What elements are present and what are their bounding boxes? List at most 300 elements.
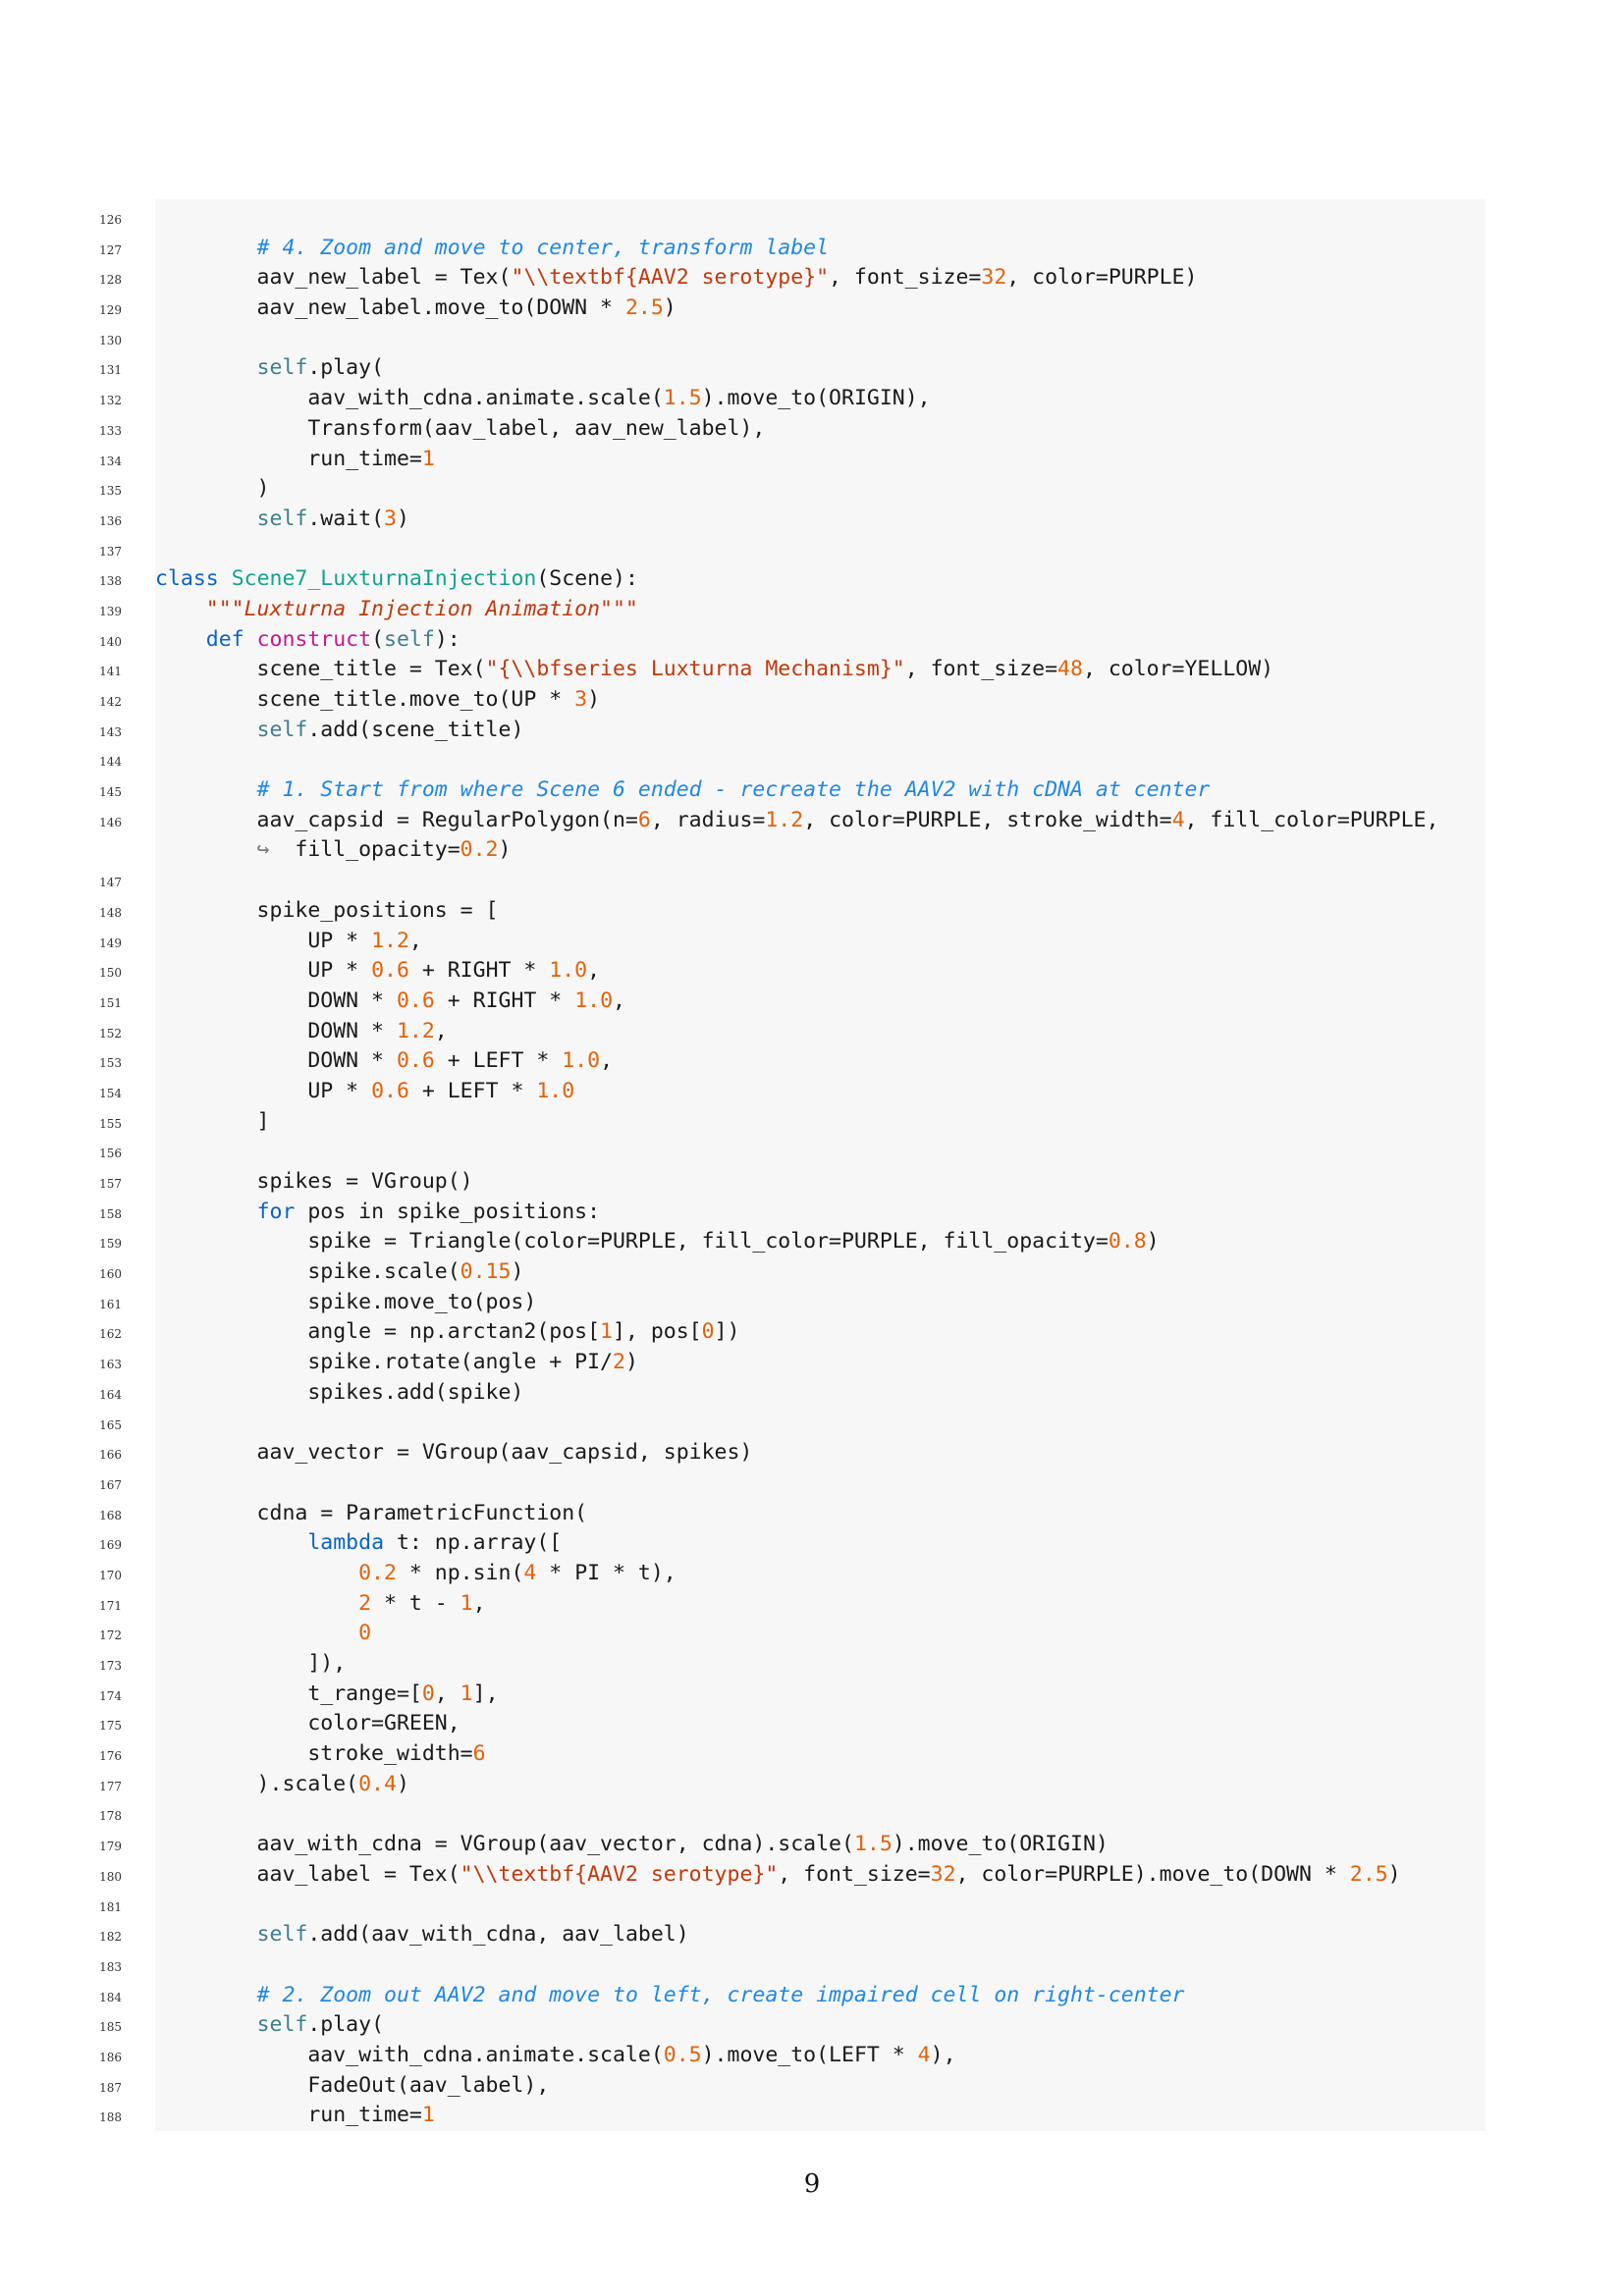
code-token: * PI * t), [536,1560,677,1585]
code-line [0,987,1624,1017]
code-token: , radius= [650,807,766,832]
code-token: spikes.add(spike) [155,1379,524,1405]
code-token: Scene7_LuxturnaInjection [231,566,537,592]
code-token: ) [155,476,270,502]
code-text [155,1317,739,1348]
code-line [0,384,1624,414]
code-text [155,445,435,475]
code-text [155,1378,523,1409]
code-line [0,1920,1624,1950]
line-number: 137 [99,544,122,559]
code-token: , [434,1018,448,1043]
code-line [0,1709,1624,1739]
code-token [155,1621,358,1645]
code-line [0,2071,1624,2102]
code-listing [0,203,1624,2131]
code-token [155,1983,257,2007]
code-line [0,745,1624,775]
line-number: 135 [99,484,122,499]
code-token: ) [663,295,677,321]
line-number: 145 [99,785,122,800]
line-number: 167 [99,1477,122,1492]
code-text [155,1830,1109,1860]
line-number: 158 [99,1206,122,1221]
code-text [155,1288,536,1318]
line-number: 177 [99,1779,122,1793]
code-text [155,1348,638,1378]
code-token: cdna = ParametricFunction( [155,1500,588,1525]
code-token [155,627,206,652]
line-number: 143 [99,724,122,739]
code-token: * t - [371,1590,460,1616]
line-number: 176 [99,1749,122,1764]
line-number: 172 [99,1629,122,1643]
line-number: 149 [99,935,122,950]
code-token: aav_with_cdna = VGroup(aav_vector, cdna).scale( [155,1832,854,1857]
code-line [0,927,1624,957]
code-text [155,234,829,264]
code-token: self [256,717,308,742]
code-text [155,1017,448,1047]
code-token: ) [511,1259,524,1285]
line-number: 163 [99,1358,122,1372]
code-text [155,1257,523,1288]
line-number: 136 [99,513,122,528]
line-number: 126 [99,213,122,227]
code-token: , color=PURPLE) [1006,265,1198,291]
code-line [0,1107,1624,1138]
code-text [155,1227,1160,1257]
code-token: 1.0 [549,958,588,984]
code-token: , [587,958,601,984]
line-number: 151 [99,995,122,1010]
code-line [0,1227,1624,1257]
code-token: + LEFT * [434,1048,563,1074]
code-token [155,777,257,802]
code-token: class [155,566,219,592]
code-text [155,1589,486,1620]
code-line [0,1468,1624,1499]
code-token: ], pos[ [613,1319,702,1345]
code-line [0,1348,1624,1378]
code-line [0,1891,1624,1921]
code-token: DOWN * [155,1048,397,1074]
code-token: aav_new_label = Tex( [155,265,512,291]
code-token: ) [587,687,601,712]
code-token: spike.rotate(angle + PI/ [155,1350,613,1375]
code-token: .add(scene_title) [307,717,524,742]
code-token: 0.2 [460,837,499,863]
line-number: 138 [99,574,122,589]
code-token: for [256,1199,296,1224]
code-token: 1 [421,2103,435,2128]
line-number: 142 [99,695,122,709]
code-text [155,625,460,656]
line-number: 173 [99,1659,122,1673]
code-token: 4 [917,2042,931,2067]
line-number: 146 [99,815,122,829]
code-token: 32 [930,1861,956,1887]
code-token: , font_size= [904,657,1058,682]
code-text [155,1680,499,1710]
code-text [155,1046,613,1077]
code-text [155,414,765,445]
code-token: aav_with_cdna.animate.scale( [155,2042,664,2067]
code-token: ) [498,837,512,863]
code-line [0,1257,1624,1288]
code-token: 4 [523,1560,537,1585]
code-token: self [384,626,435,652]
code-token [155,597,206,621]
code-line [0,535,1624,565]
code-line [0,1619,1624,1649]
code-text [155,474,270,505]
line-number: 152 [99,1026,122,1041]
code-text [155,685,600,716]
code-text [155,1920,689,1950]
code-line [0,2101,1624,2131]
code-token: lambda [307,1530,385,1556]
code-token [155,236,257,260]
code-token: 3 [574,687,588,712]
code-text [155,1499,587,1529]
code-line [0,1559,1624,1589]
code-line [0,263,1624,294]
code-text [155,1107,270,1138]
code-token: self [256,1922,308,1948]
line-number: 184 [99,1990,122,2004]
code-token: ( [371,626,385,652]
code-token: (Scene): [536,566,638,592]
code-token: ]) [714,1319,740,1345]
code-token: 0 [421,1681,435,1706]
code-token: spike = Triangle(color=PURPLE, fill_color=PURPLE, fill_opacity= [155,1229,1109,1255]
code-text [155,927,422,957]
code-token: 1.5 [853,1832,893,1857]
code-token [219,566,232,591]
code-line [0,1799,1624,1830]
code-token [155,1922,257,1947]
code-token: , color=PURPLE, stroke_width= [803,807,1172,832]
code-token: # 2. Zoom out AAV2 and move to left, create impaired cell on right-center [256,1982,1185,2007]
code-token: , [408,928,422,953]
code-token: aav_with_cdna.animate.scale( [155,386,664,411]
line-number: 147 [99,876,122,890]
code-token: scene_title.move_to(UP * [155,687,575,712]
code-line [0,1680,1624,1710]
code-token: ↪ [155,837,296,863]
line-number: 182 [99,1930,122,1945]
code-text [155,1619,371,1649]
line-number: 129 [99,303,122,318]
line-number: 144 [99,755,122,770]
code-token: # 4. Zoom and move to center, transform label [256,235,830,260]
code-line [0,1950,1624,1981]
line-number: 171 [99,1598,122,1613]
line-number: 186 [99,2050,122,2064]
line-number: 179 [99,1840,122,1854]
code-token: "\\textbf{AAV2 serotype}" [460,1861,779,1887]
code-line [0,474,1624,505]
code-line [0,716,1624,746]
code-token: self [256,355,308,381]
code-token: , [472,1590,486,1616]
code-text [155,806,1438,836]
code-text [155,263,1197,294]
line-number: 170 [99,1568,122,1582]
line-number: 157 [99,1177,122,1191]
code-token: UP * [155,1078,372,1103]
line-number: 183 [99,1959,122,1974]
code-token: DOWN * [155,1018,397,1043]
code-line [0,655,1624,685]
code-line [0,445,1624,475]
code-line [0,1378,1624,1409]
code-text [155,595,638,625]
code-token: 1.0 [574,988,614,1013]
code-token: , [434,1681,460,1706]
code-token: pos in spike_positions: [295,1199,601,1224]
code-token: .add(aav_with_cdna, aav_label) [307,1922,689,1948]
code-text [155,2041,956,2071]
code-line [0,956,1624,987]
code-token: + LEFT * [408,1078,537,1103]
line-number: 175 [99,1719,122,1734]
code-line [0,1739,1624,1770]
code-token: stroke_width= [155,1741,473,1767]
code-text [155,294,677,324]
code-token: , color=PURPLE).move_to(DOWN * [955,1861,1350,1887]
code-token [155,718,257,742]
code-line [0,564,1624,595]
code-line [0,625,1624,656]
code-token [155,1530,307,1555]
code-text [155,384,931,414]
code-line [0,1017,1624,1047]
line-number: 127 [99,242,122,257]
code-token: ) [624,1350,638,1375]
code-line [0,1770,1624,1800]
code-line [0,414,1624,445]
code-token: t_range=[ [155,1681,422,1706]
code-token: 6 [472,1741,486,1767]
code-token [155,1561,358,1585]
code-token: # 1. Start from where Scene 6 ended - recreate the AAV2 with cDNA at center [256,777,1211,803]
code-token [155,507,257,531]
code-token: ) [1146,1229,1160,1255]
code-text [155,1739,486,1770]
code-token [155,1200,257,1224]
code-token: 0 [701,1319,715,1345]
code-text [155,1167,473,1198]
code-token: 1.2 [765,807,804,832]
code-text [155,835,511,866]
line-number: 187 [99,2080,122,2095]
code-token: 2 [358,1590,372,1616]
line-number: 162 [99,1327,122,1342]
code-text [155,1860,1401,1891]
page-number: 9 [803,2169,821,2199]
code-token: UP * [155,958,372,984]
code-line [0,775,1624,806]
code-token: 32 [981,265,1007,291]
code-line [0,2010,1624,2041]
code-line [0,2041,1624,2071]
code-text [155,2071,549,2102]
line-number: 188 [99,2110,122,2125]
code-token: 4 [1171,807,1185,832]
code-token: t: np.array([ [384,1530,563,1556]
code-line [0,234,1624,264]
code-text [155,505,409,535]
line-number: 180 [99,1869,122,1884]
code-token: 48 [1057,657,1083,682]
line-number: 128 [99,273,122,288]
code-line [0,835,1624,866]
code-token: self [256,2012,308,2038]
code-line [0,1317,1624,1348]
code-line [0,1046,1624,1077]
line-number: 131 [99,363,122,378]
code-token: * np.sin( [396,1560,524,1585]
code-line [0,1528,1624,1559]
code-line [0,1077,1624,1107]
code-line [0,1409,1624,1439]
code-token: 0.6 [371,958,409,984]
code-line [0,505,1624,535]
line-number: 139 [99,604,122,618]
code-token: spikes = VGroup() [155,1169,473,1194]
code-text [155,956,600,987]
code-token: run_time= [155,446,422,471]
code-token: 1 [421,446,435,471]
code-line [0,1649,1624,1680]
code-text [155,2010,384,2041]
line-number: 181 [99,1899,122,1914]
code-line [0,806,1624,836]
code-line [0,595,1624,625]
code-line [0,866,1624,896]
line-number: 168 [99,1508,122,1522]
code-token: 1.5 [663,386,702,411]
code-token: "\\textbf{AAV2 serotype}" [511,265,830,291]
code-line [0,1830,1624,1860]
code-token: , color=YELLOW) [1082,657,1274,682]
line-number: 133 [99,423,122,438]
line-number: 141 [99,665,122,679]
line-number: 178 [99,1809,122,1824]
code-text [155,1709,460,1739]
code-text [155,1077,574,1107]
code-token: , font_size= [778,1861,931,1887]
code-text [155,353,384,384]
code-text [155,1438,752,1468]
code-token: aav_new_label.move_to(DOWN * [155,295,625,321]
code-text [155,896,499,927]
code-token: .play( [307,355,385,381]
code-token: Transform(aav_label, aav_new_label), [155,415,766,441]
code-line [0,1589,1624,1620]
code-text [155,1649,346,1680]
code-token: 1 [460,1590,473,1616]
code-token: ).move_to(ORIGIN), [701,386,931,411]
code-line [0,324,1624,354]
line-number: 160 [99,1267,122,1282]
code-token: ), [930,2042,956,2067]
code-line [0,294,1624,324]
code-token: + RIGHT * [434,988,575,1013]
code-text [155,716,523,746]
code-token: 1 [600,1319,613,1345]
code-token: ], [472,1681,499,1706]
code-token: self [256,506,308,531]
code-token: 0.6 [396,1048,435,1074]
code-line [0,1137,1624,1167]
code-token: """Luxturna Injection Animation""" [205,596,638,621]
line-number: 166 [99,1448,122,1463]
code-line [0,203,1624,234]
code-token: 0.8 [1108,1229,1147,1255]
line-number: 150 [99,966,122,981]
code-token: 0.2 [358,1560,397,1585]
code-token: aav_capsid = RegularPolygon(n= [155,807,638,832]
code-token: spike.move_to(pos) [155,1289,537,1314]
code-text [155,1770,409,1800]
line-number: 185 [99,2020,122,2035]
code-token: , [600,1048,614,1074]
code-line [0,896,1624,927]
code-text [155,1198,600,1228]
code-text [155,1559,677,1589]
code-token [155,1591,358,1616]
code-token: fill_opacity= [295,837,460,863]
code-token: 0 [358,1621,372,1646]
line-number: 161 [99,1297,122,1311]
line-number: 134 [99,454,122,468]
code-token: ) [396,1771,409,1796]
code-token: ): [434,626,460,652]
code-text [155,1528,562,1559]
code-text [155,775,1210,806]
code-token: .play( [307,2012,385,2038]
line-number: 130 [99,333,122,347]
line-number: 165 [99,1417,122,1432]
line-number: 153 [99,1056,122,1071]
code-token: color=GREEN, [155,1711,460,1736]
code-token: , fill_color=PURPLE, [1184,807,1439,832]
line-number: 164 [99,1387,122,1402]
code-token: 3 [384,506,397,531]
line-number: 159 [99,1237,122,1252]
code-line [0,353,1624,384]
code-text [155,1981,1184,2011]
code-line [0,1499,1624,1529]
code-token: 0.6 [396,988,435,1013]
code-text [155,987,625,1017]
code-token: ).move_to(LEFT * [701,2042,918,2067]
code-token: 2 [613,1350,625,1375]
code-token: 1.2 [396,1018,435,1043]
code-token: + RIGHT * [408,958,550,984]
code-token: FadeOut(aav_label), [155,2072,550,2098]
code-token: UP * [155,928,372,953]
code-line [0,1198,1624,1228]
code-token: 1.0 [562,1048,601,1074]
line-number: 148 [99,905,122,920]
code-token: 2.5 [624,295,664,321]
code-token: "{\\bfseries Luxturna Mechanism}" [485,657,905,682]
code-token: ) [396,506,409,531]
